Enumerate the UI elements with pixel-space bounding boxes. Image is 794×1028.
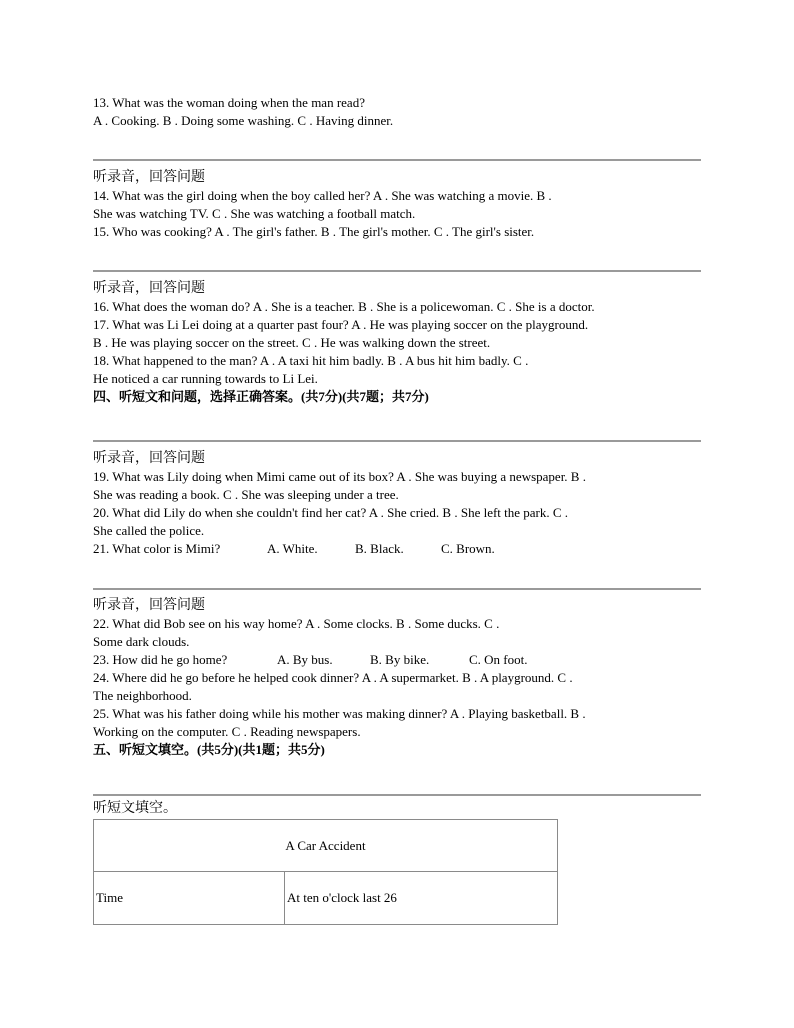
question-23-text: 23. How did he go home?: [93, 652, 228, 667]
listening-group-2: [93, 279, 703, 406]
question-line: The neighborhood.: [93, 688, 192, 703]
question-21-text: 21. What color is Mimi?: [93, 541, 221, 556]
question-line: 18. What happened to the man? A . A taxi hit him badly. B . A bus hit him badly. C .: [93, 353, 529, 368]
question-13-block: [93, 94, 703, 130]
question-23-line: [93, 651, 703, 669]
question-line: 25. What was his father doing while his mother was making dinner? A . Playing basketball. B .: [93, 706, 586, 721]
question-line: 22. What did Bob see on his way home? A . Some clocks. B . Some ducks. C .: [93, 616, 500, 631]
question-line: 17. What was Li Lei doing at a quarter past four? A . He was playing soccer on the playground.: [93, 317, 589, 332]
question-line: 14. What was the girl doing when the boy called her? A . She was watching a movie. B .: [93, 188, 552, 203]
listening-group-4: [93, 596, 703, 759]
option-b: B. By bike.: [370, 652, 430, 667]
question-line: She was reading a book. C . She was sleeping under a tree.: [93, 487, 399, 502]
question-line: Working on the computer. C . Reading newspapers.: [93, 724, 361, 739]
table-row-label: Time: [94, 872, 285, 925]
question-line: He noticed a car running towards to Li Lei.: [93, 371, 318, 386]
listening-group-3: [93, 449, 703, 558]
question-line: 16. What does the woman do? A . She is a teacher. B . She is a policewoman. C . She is a doctor.: [93, 299, 595, 314]
cloze-table: [93, 819, 558, 925]
question-line: 24. Where did he go before he helped cook dinner? A . A supermarket. B . A playground. C .: [93, 670, 573, 685]
option-c: C. Brown.: [441, 541, 495, 556]
group-heading: 听短文填空。: [93, 801, 177, 816]
option-b: B. Black.: [355, 541, 404, 556]
section-4-title: 四、听短文和问题，选择正确答案。(共7分)(共7题；共7分): [93, 389, 429, 404]
listening-group-5: [93, 799, 703, 818]
section-divider: [93, 588, 701, 590]
section-divider: [93, 270, 701, 272]
question-line: 20. What did Lily do when she couldn't find her cat? A . She cried. B . She left the park. C .: [93, 505, 569, 520]
question-line: She was watching TV. C . She was watching a football match.: [93, 206, 416, 221]
group-heading: 听录音，回答问题: [93, 598, 205, 613]
question-line: Some dark clouds.: [93, 634, 190, 649]
option-a: A. By bus.: [277, 652, 333, 667]
section-divider: [93, 794, 701, 796]
group-heading: 听录音，回答问题: [93, 281, 205, 296]
option-a: A. White.: [267, 541, 318, 556]
group-heading: 听录音，回答问题: [93, 451, 205, 466]
section-divider: [93, 159, 701, 161]
question-13-text: 13. What was the woman doing when the man read?: [93, 95, 365, 110]
question-line: 15. Who was cooking? A . The girl's father. B . The girl's mother. C . The girl's sister.: [93, 224, 535, 239]
question-line: She called the police.: [93, 523, 205, 538]
table-title: A Car Accident: [94, 820, 558, 872]
question-21-line: [93, 540, 703, 558]
table-row-value: At ten o'clock last 26: [285, 872, 558, 925]
listening-group-1: [93, 168, 703, 241]
option-c: C. On foot.: [469, 652, 528, 667]
section-5-title: 五、听短文填空。(共5分)(共1题；共5分): [93, 742, 325, 757]
section-divider: [93, 440, 701, 442]
group-heading: 听录音，回答问题: [93, 170, 205, 185]
question-13-options: A . Cooking. B . Doing some washing. C . Having dinner.: [93, 113, 394, 128]
table-row: [94, 872, 558, 925]
question-line: 19. What was Lily doing when Mimi came out of its box? A . She was buying a newspaper. B .: [93, 469, 586, 484]
question-line: B . He was playing soccer on the street. C . He was walking down the street.: [93, 335, 491, 350]
